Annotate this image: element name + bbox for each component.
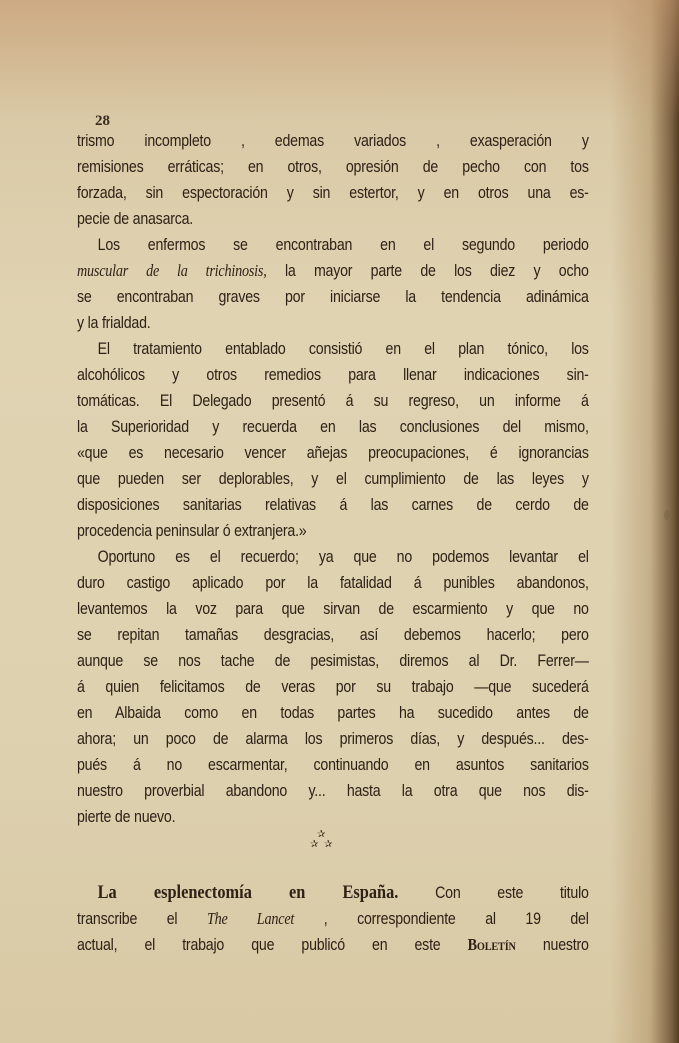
text-fragment: actual, el trabajo que publicó en este [77,936,468,954]
text-line: procedencia peninsular ó extranjera.» [77,522,307,540]
paragraph-enfermos [77,232,589,336]
star-icon: ✰ [310,839,319,850]
italic-term: muscular de la trichinosis, [77,261,267,280]
text-line: que pueden ser deplorables, y el cumplimiento de las leyes y [77,470,589,488]
text-line [77,906,589,932]
text-line: se repitan tamañas desgracias, así debemos hacerlo; pero [77,626,589,644]
text-line: pierte de nuevo. [77,808,176,826]
section-heading: La esplenectomía en España. [97,882,399,903]
text-line: se encontraban graves por iniciarse la tendencia adinámica [77,288,589,306]
paragraph-tratamiento [77,336,589,544]
text-fragment: nuestro [515,936,589,954]
text-fragment: transcribe el [77,910,207,928]
text-line: á quien felicitamos de veras por su trabajo —que sucederá [77,678,589,696]
text-line [77,932,589,958]
star-icon: ✰ [317,829,326,840]
text-line [77,880,589,906]
text-line: pués á no escarmentar, continuando en asuntos sanitarios [77,756,589,774]
paragraph-continuation [77,128,589,232]
paragraph-oportuno [77,544,589,830]
text-line: alcohólicos y otros remedios para llenar indicaciones sin- [77,366,589,384]
section-esplenectomia [77,880,589,958]
text-line: y la frialdad. [77,314,151,332]
page-number: 28 [95,113,110,129]
text-line: levantemos la voz para que sirvan de escarmiento y que no [77,600,589,618]
paper-stain [664,510,670,520]
text-line: ahora; un poco de alarma los primeros días, y después... des- [77,730,589,748]
text-fragment: , correspondiente al 19 del [294,910,589,928]
text-line: Oportuno es el recuerdo; ya que no podemos levantar el [97,548,589,566]
publication-name: Boletín [467,935,516,954]
text-line: disposiciones sanitarias relativas á las carnes de cerdo de [77,496,589,514]
text-line: trismo incompleto , edemas variados , exasperación y [77,132,589,150]
text-line: pecie de anasarca. [77,210,194,228]
text-line: la Superioridad y recuerda en las conclusiones del mismo, [77,418,589,436]
text-line: nuestro proverbial abandono y... hasta la otra que nos dis- [77,782,589,800]
text-line: aunque se nos tache de pesimistas, diremos al Dr. Ferrer— [77,652,589,670]
text-line: en Albaida como en todas partes ha sucedido antes de [77,704,589,722]
text-line: duro castigo aplicado por la fatalidad á punibles abandonos, [77,574,589,592]
text-fragment: Con este titulo [398,884,589,902]
text-line: «que es necesario vencer añejas preocupaciones, é ignorancias [77,444,589,462]
text-line: El tratamiento entablado consistió en el plan tónico, los [97,340,589,358]
asterism-stars-icon [308,830,334,856]
star-icon: ✰ [324,839,333,850]
text-line: forzada, sin espectoración y sin estertor, y en otros una es- [77,184,589,202]
text-line [77,258,589,284]
text-fragment: la mayor parte de los diez y ocho [266,262,589,280]
journal-title: The Lancet [206,909,295,928]
text-line: tomáticas. El Delegado presentó á su regreso, un informe á [77,392,589,410]
text-line: Los enfermos se encontraban en el segundo periodo [97,236,589,254]
text-line: remisiones erráticas; en otros, opresión de pecho con tos [77,158,589,176]
